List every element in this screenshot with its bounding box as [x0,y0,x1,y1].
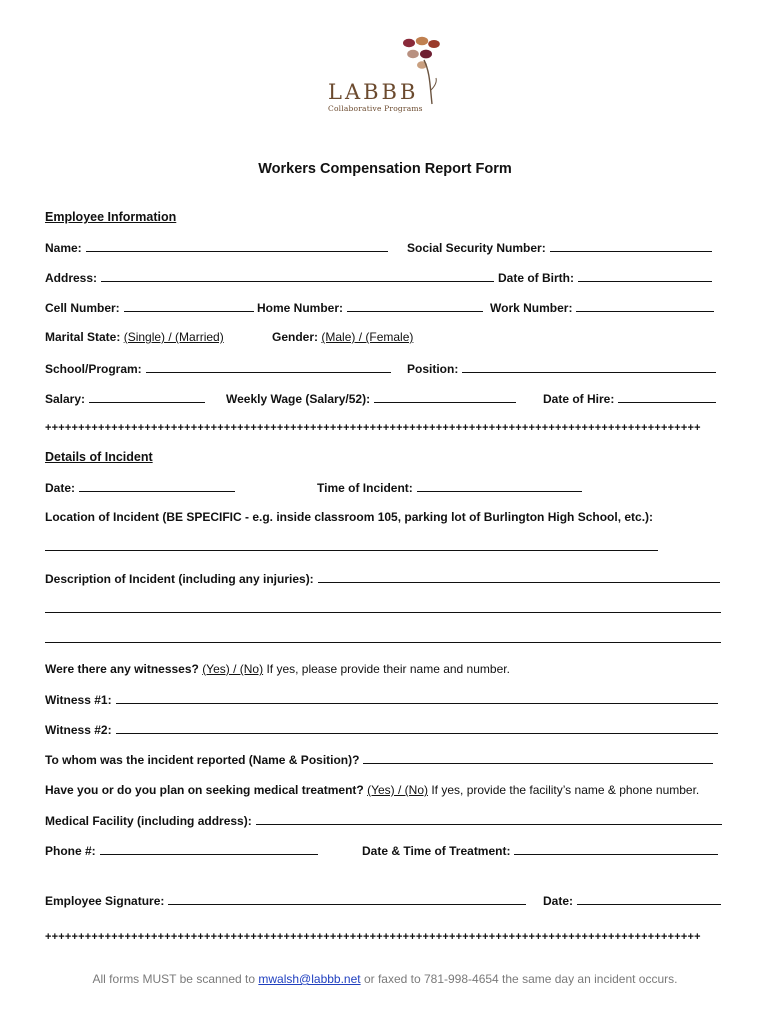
incident-location-label: Location of Incident (BE SPECIFIC - e.g. inside classroom 105, parking lot of Burlington High School, etc.): [45,510,654,524]
medical-facility-label: Medical Facility (including address): [45,814,252,828]
witness-1-input-line[interactable] [116,692,718,704]
school-program-label: School/Program: [45,362,142,376]
date-of-hire-field[interactable] [543,391,716,406]
witnesses-question [45,662,510,676]
cell-number-input-line[interactable] [124,300,254,312]
weekly-wage-label: Weekly Wage (Salary/52): [226,392,371,406]
employee-signature-label: Employee Signature: [45,894,165,908]
gender-field [272,330,413,344]
school-program-field[interactable] [45,361,391,376]
medical-facility-input-line[interactable] [256,813,722,825]
weekly-wage-field[interactable] [226,391,516,406]
treatment-datetime-field[interactable] [362,843,718,858]
reported-to-input-line[interactable] [363,752,713,764]
name-field[interactable] [45,240,388,255]
signature-date-field[interactable] [543,893,721,908]
cell-number-field[interactable] [45,300,254,315]
treatment-datetime-label: Date & Time of Treatment: [362,844,511,858]
dob-input-line[interactable] [578,270,712,282]
logo-name: LABBB [328,80,419,104]
medical-facility-field[interactable] [45,813,722,828]
witness-2-label: Witness #2: [45,723,112,737]
witnesses-options[interactable]: (Yes) / (No) [202,662,264,676]
date-of-hire-label: Date of Hire: [543,392,615,406]
employee-signature-input-line[interactable] [168,893,526,905]
reported-to-label: To whom was the incident reported (Name & Position)? [45,753,360,767]
weekly-wage-input-line[interactable] [374,391,516,403]
incident-description-line-3[interactable] [45,642,721,643]
salary-label: Salary: [45,392,86,406]
medical-treatment-note: If yes, provide the facility’s name & phone number. [431,783,700,797]
dob-field[interactable] [498,270,712,285]
incident-time-field[interactable] [317,480,582,495]
name-label: Name: [45,241,82,255]
address-label: Address: [45,271,98,285]
incident-description-field[interactable] [45,571,720,586]
gender-options[interactable]: (Male) / (Female) [321,330,414,344]
signature-date-label: Date: [543,894,574,908]
date-of-hire-input-line[interactable] [618,391,716,403]
witness-1-label: Witness #1: [45,693,112,707]
home-number-label: Home Number: [257,301,344,315]
witnesses-note: If yes, please provide their name and number. [266,662,510,676]
incident-date-input-line[interactable] [79,480,235,492]
incident-date-label: Date: [45,481,76,495]
reported-to-field[interactable] [45,752,713,767]
witnesses-question-label: Were there any witnesses? [45,662,199,676]
separator-bottom: +++++++++++++++++++++++++++++++++++++++++++++++++++++++++++++++++++++++++++++++++++++++++++++++++++ [45,931,701,943]
witness-2-input-line[interactable] [116,722,718,734]
signature-date-input-line[interactable] [577,893,721,905]
position-input-line[interactable] [462,361,716,373]
work-number-field[interactable] [490,300,714,315]
incident-description-input-line[interactable] [318,571,720,583]
incident-description-line-2[interactable] [45,612,721,613]
incident-time-label: Time of Incident: [317,481,413,495]
witness-2-field[interactable] [45,722,718,737]
phone-field[interactable] [45,843,318,858]
medical-treatment-options[interactable]: (Yes) / (No) [367,783,428,797]
marital-state-label: Marital State: [45,330,121,344]
footer-email-link[interactable]: mwalsh@labbb.net [258,972,361,986]
footer-note [0,972,770,986]
footer-text-after: or faxed to 781-998-4654 the same day an incident occurs. [363,972,678,986]
school-program-input-line[interactable] [146,361,391,373]
employee-section-heading: Employee Information [45,210,177,224]
medical-treatment-label: Have you or do you plan on seeking medical treatment? [45,783,364,797]
ssn-input-line[interactable] [550,240,712,252]
address-field[interactable] [45,270,494,285]
salary-input-line[interactable] [89,391,205,403]
phone-input-line[interactable] [100,843,318,855]
address-input-line[interactable] [101,270,494,282]
name-input-line[interactable] [86,240,388,252]
work-number-label: Work Number: [490,301,573,315]
separator-top: +++++++++++++++++++++++++++++++++++++++++++++++++++++++++++++++++++++++++++++++++++++++++++++++++++ [45,422,701,434]
phone-label: Phone #: [45,844,96,858]
treatment-datetime-input-line[interactable] [514,843,718,855]
position-label: Position: [407,362,459,376]
incident-time-input-line[interactable] [417,480,582,492]
incident-section-heading: Details of Incident [45,450,153,464]
marital-state-field [45,330,224,344]
witness-1-field[interactable] [45,692,718,707]
gender-label: Gender: [272,330,319,344]
work-number-input-line[interactable] [576,300,714,312]
position-field[interactable] [407,361,716,376]
incident-description-label: Description of Incident (including any injuries): [45,572,314,586]
ssn-field[interactable] [407,240,712,255]
home-number-field[interactable] [257,300,483,315]
cell-number-label: Cell Number: [45,301,120,315]
medical-treatment-question [45,783,699,797]
incident-location-input-line[interactable] [45,550,658,551]
dob-label: Date of Birth: [498,271,574,285]
incident-date-field[interactable] [45,480,235,495]
marital-state-options[interactable]: (Single) / (Married) [123,330,224,344]
home-number-input-line[interactable] [347,300,483,312]
salary-field[interactable] [45,391,205,406]
form-title: Workers Compensation Report Form [258,161,512,177]
logo-subtitle: Collaborative Programs [328,104,423,113]
footer-text-before: All forms MUST be scanned to [92,972,256,986]
employee-signature-field[interactable] [45,893,526,908]
ssn-label: Social Security Number: [407,241,546,255]
